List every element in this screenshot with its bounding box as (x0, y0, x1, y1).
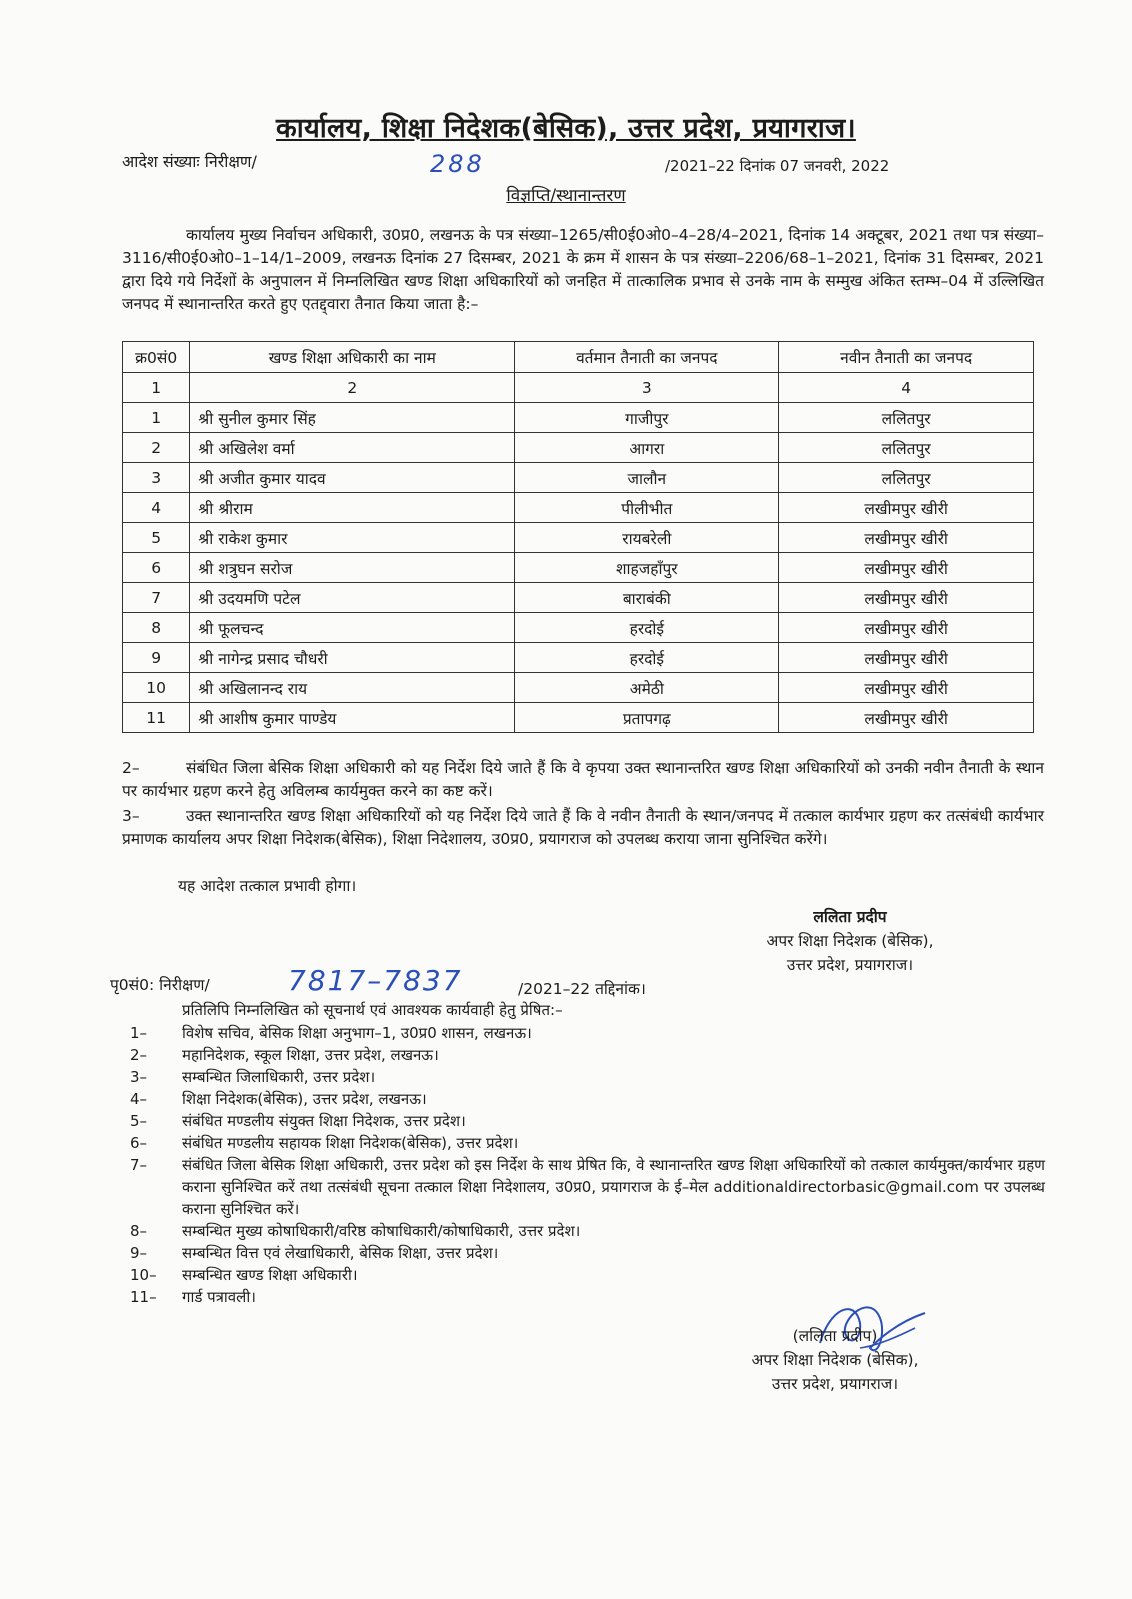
signatory-place: उत्तर प्रदेश, प्रयागराज। (771, 1375, 899, 1393)
list-item: 9– सम्बन्धित वित्त एवं लेखाधिकारी, बेसिक शिक्षा, उत्तर प्रदेश। (130, 1244, 499, 1262)
officer-name-cell: श्री सुनील कुमार सिंह (190, 403, 515, 433)
new-district-cell: लखीमपुर खीरी (779, 613, 1034, 643)
paragraph-4: यह आदेश तत्काल प्रभावी होगा। (178, 877, 357, 895)
paragraph-2 (122, 757, 1044, 803)
copy-reference-suffix: /2021–22 तद्दिनांक। (518, 980, 646, 998)
paragraph-number: 2– (122, 759, 140, 777)
new-district-cell: लखीमपुर खीरी (779, 643, 1034, 673)
col-number: 4 (779, 373, 1034, 403)
signatory-name: ललिता प्रदीप (813, 908, 887, 926)
serial-cell: 10 (123, 673, 190, 703)
serial-cell: 1 (123, 403, 190, 433)
officer-name-cell: श्री आशीष कुमार पाण्डेय (190, 703, 515, 733)
signature-block-1 (730, 905, 970, 977)
officer-name-cell: श्री राकेश कुमार (190, 523, 515, 553)
current-district-cell: रायबरेली (515, 523, 779, 553)
header-serial: क्र0सं0 (123, 342, 190, 373)
col-number: 2 (190, 373, 515, 403)
serial-cell: 9 (123, 643, 190, 673)
officer-name-cell: श्री अखिलानन्द राय (190, 673, 515, 703)
current-district-cell: बाराबंकी (515, 583, 779, 613)
order-label: आदेश संख्याः निरीक्षण/ (122, 152, 257, 171)
officer-name-cell: श्री श्रीराम (190, 493, 515, 523)
current-district-cell: पीलीभीत (515, 493, 779, 523)
new-district-cell: ललितपुर (779, 463, 1034, 493)
list-item: 4– शिक्षा निदेशक(बेसिक), उत्तर प्रदेश, लखनऊ। (130, 1090, 427, 1108)
officer-name-cell: श्री फूलचन्द (190, 613, 515, 643)
signatory-place: उत्तर प्रदेश, प्रयागराज। (786, 956, 914, 974)
new-district-cell: लखीमपुर खीरी (779, 553, 1034, 583)
signatory-designation: अपर शिक्षा निदेशक (बेसिक), (766, 932, 934, 950)
order-date: /2021–22 दिनांक 07 जनवरी, 2022 (665, 157, 890, 175)
serial-cell: 11 (123, 703, 190, 733)
list-item: 3– सम्बन्धित जिलाधिकारी, उत्तर प्रदेश। (130, 1068, 376, 1086)
current-district-cell: अमेठी (515, 673, 779, 703)
table-row (123, 493, 1034, 523)
officer-name-cell: श्री अखिलेश वर्मा (190, 433, 515, 463)
serial-cell: 7 (123, 583, 190, 613)
list-item: 8– सम्बन्धित मुख्य कोषाधिकारी/वरिष्ठ कोषाधिकारी/कोषाधिकारी, उत्तर प्रदेश। (130, 1222, 581, 1240)
table-row (123, 703, 1034, 733)
table-row (123, 463, 1034, 493)
officer-name-cell: श्री नागेन्द्र प्रसाद चौधरी (190, 643, 515, 673)
new-district-cell: ललितपुर (779, 433, 1034, 463)
header-officer-name: खण्ड शिक्षा अधिकारी का नाम (190, 342, 515, 373)
signature-block-2 (720, 1324, 950, 1396)
signatory-designation: अपर शिक्षा निदेशक (बेसिक), (751, 1351, 919, 1369)
header-current-district: वर्तमान तैनाती का जनपद (515, 342, 779, 373)
copy-number-handwritten: 7817–7837 (288, 964, 463, 997)
transfer-table (122, 341, 1034, 733)
list-item: 1– विशेष सचिव, बेसिक शिक्षा अनुभाग–1, उ0प्र0 शासन, लखनऊ। (130, 1024, 532, 1042)
order-number-handwritten: 288 (430, 150, 485, 178)
current-district-cell: हरदोई (515, 613, 779, 643)
paragraph-3 (122, 805, 1044, 851)
table-row (123, 523, 1034, 553)
copy-recipient-list (130, 1022, 1045, 1308)
current-district-cell: आगरा (515, 433, 779, 463)
serial-cell: 5 (123, 523, 190, 553)
new-district-cell: लखीमपुर खीरी (779, 523, 1034, 553)
table-column-number-row (123, 373, 1034, 403)
new-district-cell: लखीमपुर खीरी (779, 703, 1034, 733)
current-district-cell: शाहजहाँपुर (515, 553, 779, 583)
current-district-cell: गाजीपुर (515, 403, 779, 433)
table-row (123, 643, 1034, 673)
officer-name-cell: श्री शत्रुघन सरोज (190, 553, 515, 583)
serial-cell: 8 (123, 613, 190, 643)
signatory-name: (ललिता प्रदीप) (792, 1327, 878, 1345)
table-row (123, 433, 1034, 463)
list-item: 11– गार्ड पत्रावली। (130, 1288, 256, 1306)
subject-heading: विज्ञप्ति/स्थानान्तरण (506, 186, 626, 206)
copy-reference-label: पृ0सं0: निरीक्षण/ (110, 976, 210, 994)
list-item: 5– संबंधित मण्डलीय संयुक्त शिक्षा निदेशक, उत्तर प्रदेश। (130, 1112, 466, 1130)
new-district-cell: लखीमपुर खीरी (779, 583, 1034, 613)
col-number: 1 (123, 373, 190, 403)
officer-name-cell: श्री उदयमणि पटेल (190, 583, 515, 613)
table-row (123, 583, 1034, 613)
serial-cell: 6 (123, 553, 190, 583)
serial-cell: 3 (123, 463, 190, 493)
list-item: 10– सम्बन्धित खण्ड शिक्षा अधिकारी। (130, 1266, 358, 1284)
paragraph-text: उक्त स्थानान्तरित खण्ड शिक्षा अधिकारियों को यह निर्देश दिये जाते हैं कि वे नवीन तैनाती के स्थान/जनपद में तत्काल कार्यभार ग्रहण कर तत्संबंधी कार्यभार प्रमाणक कार्यालय अपर शिक्षा निदेशक(बेसिक), शिक्षा निदेशालय, उ0प्र0, प्रयागराज को उपलब्ध कराया जाना सुनिश्चित करेंगे। (122, 807, 1044, 848)
serial-cell: 2 (123, 433, 190, 463)
col-number: 3 (515, 373, 779, 403)
current-district-cell: हरदोई (515, 643, 779, 673)
header-new-district: नवीन तैनाती का जनपद (779, 342, 1034, 373)
paragraph-1: कार्यालय मुख्य निर्वाचन अधिकारी, उ0प्र0, लखनऊ के पत्र संख्या–1265/सी0ई0ओ0–4–28/4–2021, दिनांक 14 अक्टूबर, 2021 तथा पत्र संख्या–3116/सी0ई0ओ0–1–14/1–2009, लखनऊ दिनांक 27 दिसम्बर, 2021 के क्रम में शासन के पत्र संख्या–2206/68–1–2021, दिनांक 31 दिसम्बर, 2021 द्वारा दिये गये निर्देशों के अनुपालन में निम्नलिखित खण्ड शिक्षा अधिकारियों को जनहित में तात्कालिक प्रभाव से उनके नाम के सम्मुख अंकित स्तम्भ–04 में उल्लिखित जनपद में स्थानान्तरित करते हुए एतद्द्वारा तैनात किया जाता है:– (122, 226, 1044, 313)
table-row (123, 673, 1034, 703)
table-row (123, 403, 1034, 433)
list-item: 7– संबंधित जिला बेसिक शिक्षा अधिकारी, उत्तर प्रदेश को इस निर्देश के साथ प्रेषित कि, वे स्थानान्तरित खण्ड शिक्षा अधिकारियों को तत्काल कार्यमुक्त/कार्यभार ग्रहण कराना सुनिश्चित करें तथा तत्संबंधी सूचना तत्काल शिक्षा निदेशालय, उ0प्र0, प्रयागराज के ई–मेल additionaldirectorbasic@gmail.com पर उपलब्ध कराना सुनिश्चित करें। (130, 1156, 1045, 1218)
table-row (123, 613, 1034, 643)
table-header-row (123, 342, 1034, 373)
serial-cell: 4 (123, 493, 190, 523)
new-district-cell: लखीमपुर खीरी (779, 673, 1034, 703)
new-district-cell: लखीमपुर खीरी (779, 493, 1034, 523)
officer-name-cell: श्री अजीत कुमार यादव (190, 463, 515, 493)
new-district-cell: ललितपुर (779, 403, 1034, 433)
table-row (123, 553, 1034, 583)
list-item: 2– महानिदेशक, स्कूल शिक्षा, उत्तर प्रदेश, लखनऊ। (130, 1046, 439, 1064)
list-item: 6– संबंधित मण्डलीय सहायक शिक्षा निदेशक(बेसिक), उत्तर प्रदेश। (130, 1134, 519, 1152)
paragraph-text: संबंधित जिला बेसिक शिक्षा अधिकारी को यह निर्देश दिये जाते हैं कि वे कृपया उक्त स्थानान्तरित खण्ड शिक्षा अधिकारियों को उनकी नवीन तैनाती के स्थान पर कार्यभार ग्रहण करने हेतु अविलम्ब कार्यमुक्त करने का कष्ट करें। (122, 759, 1044, 800)
copy-intro: प्रतिलिपि निम्नलिखित को सूचनार्थ एवं आवश्यक कार्यवाही हेतु प्रेषित:– (182, 1001, 563, 1019)
current-district-cell: प्रतापगढ़ (515, 703, 779, 733)
current-district-cell: जालौन (515, 463, 779, 493)
paragraph-number: 3– (122, 807, 140, 825)
office-title: कार्यालय, शिक्षा निदेशक(बेसिक), उत्तर प्रदेश, प्रयागराज। (276, 113, 856, 144)
